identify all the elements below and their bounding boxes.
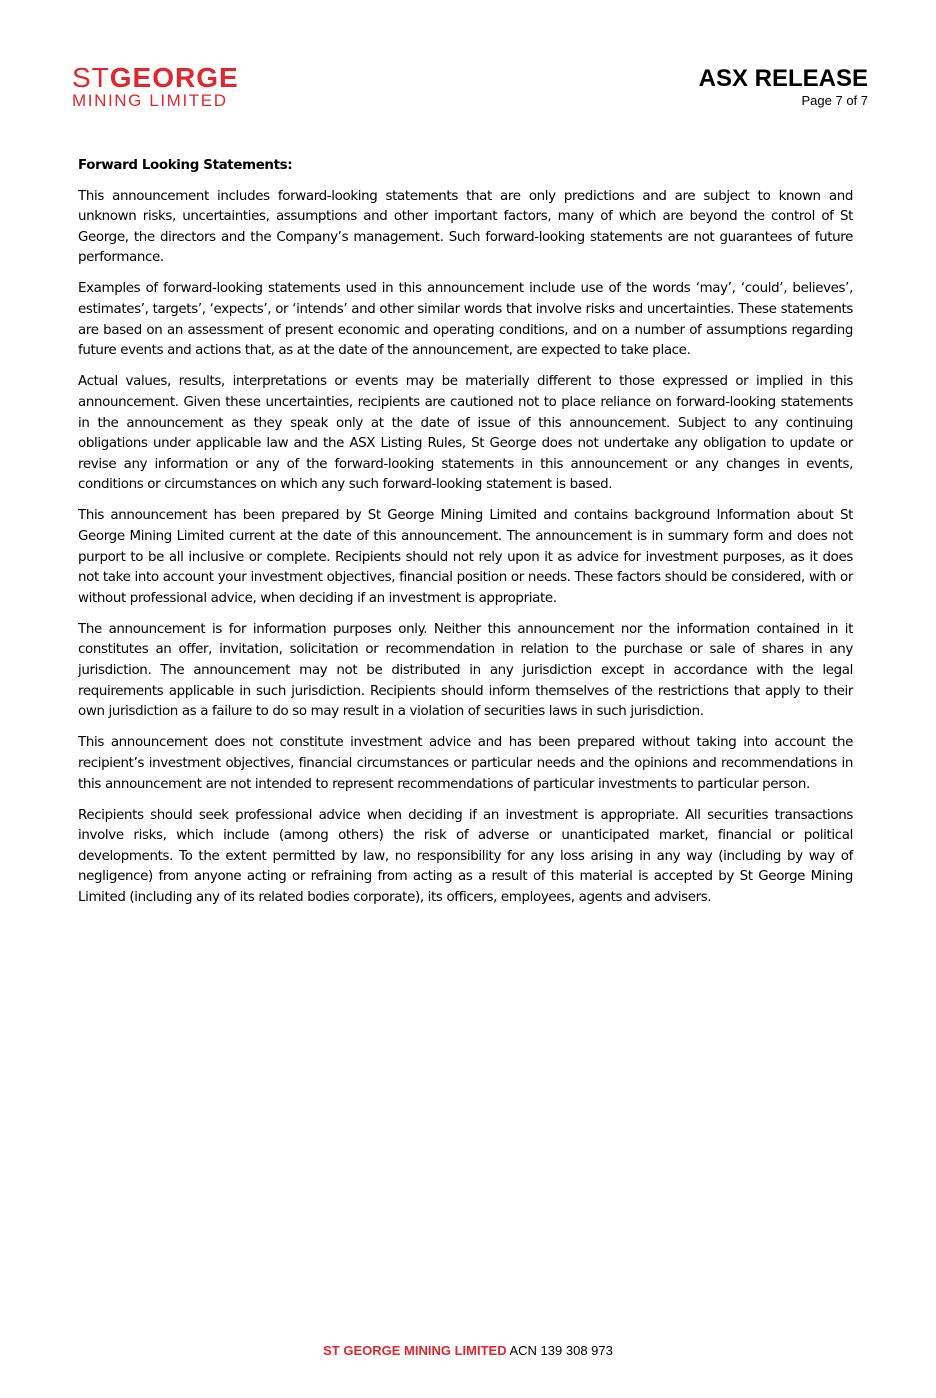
logo-wordmark bbox=[72, 64, 239, 92]
logo-subtitle: MINING LIMITED bbox=[72, 91, 228, 110]
paragraph-7: Recipients should seek professional advice when deciding if an investment is appropriate. All securities transactions involve risks, which include (among others) the risk of adverse or unanticipated market, financial or political developments. To the extent permitted by law, no responsibility for any loss arising in any way (including by way of negligence) from anyone acting or refraining from acting as a result of this material is accepted by St George Mining Limited (including any of its related bodies corporate), its officers, employees, agents and advisers. bbox=[78, 807, 853, 905]
paragraph-4: This announcement has been prepared by St George Mining Limited and contains background Information about St George Mining Limited current at the date of this announcement. The announcement is in summary form and does not purport to be all inclusive or complete. Recipients should not rely upon it as advice for investment purposes, as it does not take into account your investment objectives, financial position or needs. These factors should be considered, with or without professional advice, when deciding if an investment is appropriate. bbox=[78, 508, 853, 606]
footer-company: ST GEORGE MINING LIMITED bbox=[323, 1343, 507, 1358]
company-logo bbox=[72, 64, 239, 110]
page-footer bbox=[0, 1343, 936, 1358]
footer-acn: ACN 139 308 973 bbox=[509, 1343, 613, 1358]
paragraph-6: This announcement does not constitute investment advice and has been prepared without taking into account the recipient’s investment objectives, financial circumstances or particular needs and the opinions and recommendations in this announcement are not intended to represent recommendations of particular investments to particular person. bbox=[78, 735, 853, 792]
release-header bbox=[699, 66, 868, 108]
section-heading: Forward Looking Statements: bbox=[78, 158, 293, 173]
page-number: Page 7 of 7 bbox=[801, 93, 868, 108]
release-title: ASX RELEASE bbox=[698, 65, 868, 92]
paragraph-3: Actual values, results, interpretations or events may be materially different to those expressed or implied in this announcement. Given these uncertainties, recipients are cautioned not to place reliance on forward-looking statements in the announcement as they speak only at the date of issue of this announcement. Subject to any continuing obligations under applicable law and the ASX Listing Rules, St George does not undertake any obligation to update or revise any information or any of the forward-looking statements in this announcement or any changes in events, conditions or circumstances on which any such forward-looking statement is based. bbox=[78, 374, 853, 493]
paragraph-2: Examples of forward-looking statements used in this announcement include use of the words ‘may’, ‘could’, believes’, estimates’, targets’, ‘expects’, or ‘intends’ and other similar words that involve risks and uncertainties. These statements are based on an assessment of present economic and operating conditions, and on a number of assumptions regarding future events and actions that, as at the date of the announcement, are expected to take place. bbox=[78, 281, 853, 359]
logo-st: ST bbox=[72, 62, 110, 93]
paragraph-5: The announcement is for information purposes only. Neither this announcement nor the information contained in it constitutes an offer, invitation, solicitation or recommendation in relation to the purchase or sale of shares in any jurisdiction. The announcement may not be distributed in any jurisdiction except in accordance with the legal requirements applicable in such jurisdiction. Recipients should inform themselves of the restrictions that apply to their own jurisdiction as a failure to do so may result in a violation of securities laws in such jurisdiction. bbox=[78, 621, 853, 720]
document-body bbox=[78, 156, 853, 919]
logo-george: GEORGE bbox=[109, 62, 239, 93]
paragraph-1: This announcement includes forward-looking statements that are only predictions and are subject to known and unknown risks, uncertainties, assumptions and other important factors, many of which are beyond the control of St George, the directors and the Company’s management. Such forward-looking statements are not guarantees of future performance. bbox=[78, 188, 853, 266]
